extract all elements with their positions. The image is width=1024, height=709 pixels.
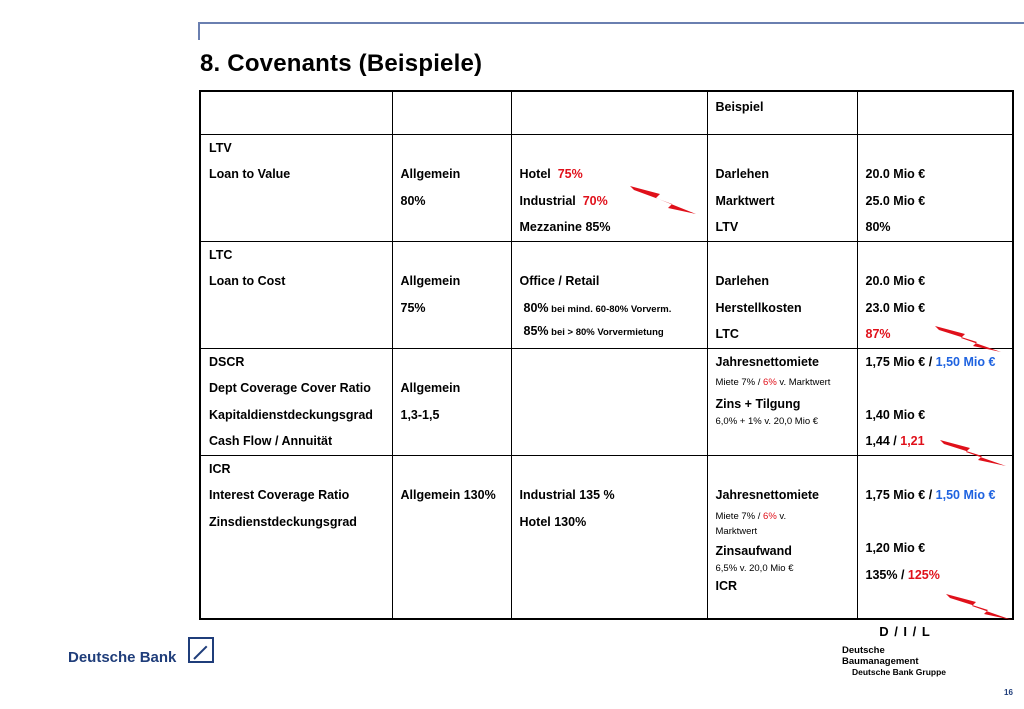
ltc-general-label: Allgemein [400,274,461,288]
dscr-example-rent-rate: Miete 7% / 6% v. Marktwert [715,377,831,388]
dscr-cashflow: Cash Flow / Annuität [209,434,333,448]
dscr-example-debt-rate: 6,0% + 1% v. 20,0 Mio € [715,416,819,427]
icr-name-cell [200,455,392,619]
icr-example-cell [707,455,857,619]
icr-abbr: ICR [209,461,231,476]
dscr-value-ratio: 1,44 / 1,21 [865,434,925,448]
table-row-icr [200,455,1013,619]
lightning-bolt-icon [946,592,1014,622]
ltv-segment-industrial: Industrial 70% [519,193,608,208]
icr-example-interest-rate: 6,5% v. 20,0 Mio € [715,562,794,574]
deutsche-bank-logo-icon [188,637,214,663]
table-row-dscr [200,348,1013,455]
lightning-bolt-icon [630,184,698,216]
icr-full-de: Zinsdienstdeckungsgrad [209,514,357,529]
ltv-name-cell [200,134,392,241]
header-cell-4 [707,91,857,134]
ltc-segment-cell [511,241,707,348]
ltc-general-cell [392,241,511,348]
deutsche-bank-wordmark: Deutsche Bank [68,649,177,666]
dscr-full-de: Kapitaldienstdeckungsgrad [209,407,373,422]
header-cell-3 [511,91,707,134]
header-cell-5 [857,91,1013,134]
icr-segment-cell [511,455,707,619]
dscr-value-rent: 1,75 Mio € / 1,50 Mio € [865,354,996,369]
lightning-bolt-icon [940,438,1008,468]
ltv-segment-hotel: Hotel 75% [519,167,583,181]
ltv-example-ltv: LTV [715,220,739,234]
icr-full-en: Interest Coverage Ratio [209,488,350,502]
icr-general-cell [392,455,511,619]
table-row-ltv [200,134,1013,241]
dscr-example-cell [707,348,857,455]
table-row-ltc [200,241,1013,348]
ltv-value-loan: 20.0 Mio € [865,167,926,181]
ltc-value-ratio: 87% [865,327,891,341]
dil-group: Deutsche Bank Gruppe [852,667,946,677]
icr-segment-hotel: Hotel 130% [519,514,587,529]
ltv-general-label: Allgemein [400,167,461,181]
ltv-value-cell [857,134,1013,241]
ltc-value-cost: 23.0 Mio € [865,300,926,315]
ltc-full: Loan to Cost [209,274,286,288]
ltc-name-cell [200,241,392,348]
icr-example-rent-rate: Miete 7% / 6% v. [715,510,787,522]
lightning-bolt-icon [935,324,1003,354]
ltv-segment-mezzanine: Mezzanine 85% [519,220,611,234]
ltv-example-loan: Darlehen [715,167,769,181]
ltv-example-cell [707,134,857,241]
header-cell-2 [392,91,511,134]
icr-value-interest: 1,20 Mio € [865,541,926,555]
dscr-full-en: Dept Coverage Cover Ratio [209,381,371,395]
ltv-example-market-value: Marktwert [715,193,775,208]
icr-value-ratio: 135% / 125% [865,567,940,582]
dscr-abbr: DSCR [209,354,245,369]
ltc-example-cell [707,241,857,348]
top-rule-tick [198,22,200,40]
icr-segment-industrial: Industrial 135 % [519,488,615,502]
icr-general-label: Allgemein 130% [400,488,496,502]
ltv-value-ratio: 80% [865,220,891,234]
ltv-abbr: LTV [209,140,232,155]
header-beispiel: Beispiel [715,100,764,114]
ltc-segment-80: 80% bei mind. 60-80% Vorverm. [523,300,672,315]
dscr-example-debt-service: Zins + Tilgung [715,397,801,411]
icr-example-interest: Zinsaufwand [715,543,792,558]
dil-company: Deutsche Baumanagement [842,645,919,667]
dscr-segment-cell [511,348,707,455]
ltv-general-value: 80% [400,193,426,208]
dscr-general-label: Allgemein [400,381,461,395]
page-title: 8. Covenants (Beispiele) [200,50,483,77]
dil-logo [842,624,962,677]
page-number: 16 [1004,688,1013,697]
dscr-general-cell [392,348,511,455]
ltv-general-cell [392,134,511,241]
icr-value-rent: 1,75 Mio € / 1,50 Mio € [865,488,996,502]
icr-example-icr: ICR [715,578,738,593]
ltc-value-loan: 20.0 Mio € [865,274,926,288]
ltv-value-market: 25.0 Mio € [865,193,926,208]
top-rule [198,22,1024,24]
ltc-example-cost: Herstellkosten [715,300,802,315]
icr-example-rent-rate-cont: Marktwert [715,525,758,537]
ltc-segment-office: Office / Retail [519,274,600,288]
dscr-general-value: 1,3-1,5 [400,407,440,422]
covenants-table [199,90,1014,620]
table-header-row [200,91,1013,134]
ltc-segment-85: 85% bei > 80% Vorvermietung [523,324,664,338]
dscr-value-debt: 1,40 Mio € [865,407,926,422]
dscr-example-rent: Jahresnettomiete [715,354,820,369]
ltv-full: Loan to Value [209,167,291,181]
dil-mark: D / I / L [879,624,931,639]
ltc-example-loan: Darlehen [715,274,769,288]
ltc-general-value: 75% [400,300,426,315]
header-cell-1 [200,91,392,134]
dscr-name-cell [200,348,392,455]
icr-example-rent: Jahresnettomiete [715,488,820,502]
ltc-example-ltc: LTC [715,327,739,341]
ltc-abbr: LTC [209,247,233,262]
